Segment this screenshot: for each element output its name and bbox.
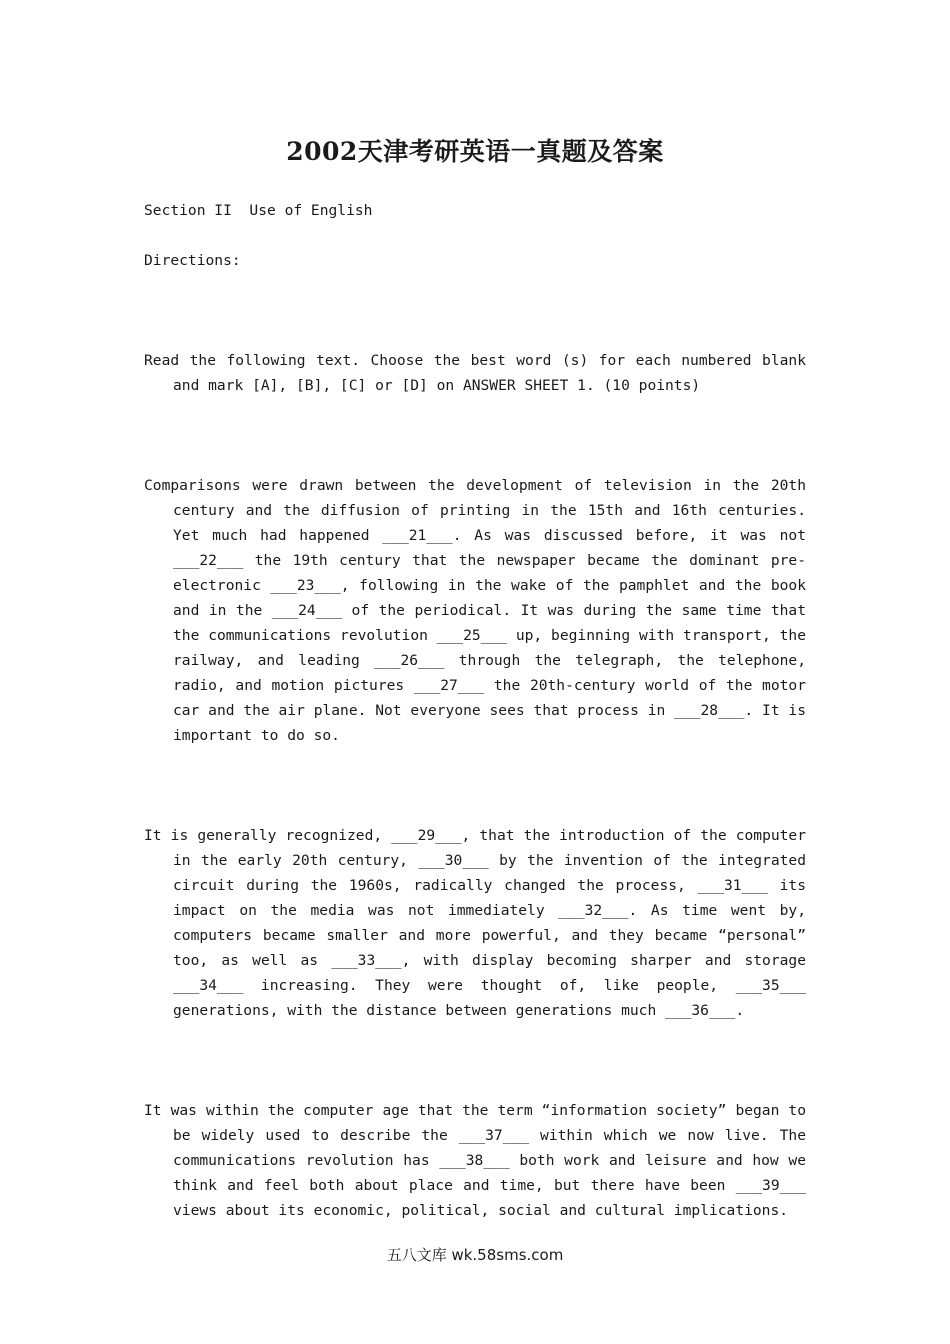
paragraph-1: Comparisons were drawn between the development of television in the 20th century and the diffusion of printing in the 15th and 16th centuries. Yet much had happened ___21___. As was discussed before, it was not ___22___ the 19th century that the newspaper became the dominant pre-electronic ___23___, following in the wake of the pamphlet and the book and in the ___24___ of the periodical. It was during the same time that the communications revolution ___25___ up, beginning with transport, the railway, and leading ___26___ through the telegraph, the telephone, radio, and motion pictures ___27___ the 20th-century world of the motor car and the air plane. Not everyone sees that process in ___28___. It is important to do so.: [144, 477, 806, 744]
paragraph-2: It is generally recognized, ___29___, that the introduction of the computer in the early 20th century, ___30___ by the invention of the integrated circuit during the 1960s, radically changed the process, ___31___ its impact on the media was not immediately ___32___. As time went by, computers became smaller and more powerful, and they became “personal” too, as well as ___33___, with display becoming sharper and storage ___34___ increasing. They were thought of, like people, ___35___ generations, with the distance between generations much ___36___.: [144, 827, 806, 1019]
section-heading: Section II Use of English: [144, 202, 373, 219]
instructions: Read the following text. Choose the best word (s) for each numbered blank and mark [A], [B], [C] or [D] on ANSWER SHEET 1. (10 points): [144, 352, 806, 394]
footer-watermark: 五八文库 wk.58sms.com: [386, 1246, 564, 1264]
paragraph-3: It was within the computer age that the term “information society” began to be widely used to describe the ___37___ within which we now live. The communications revolution has ___38___ both work and leisure and how we think and feel both about place and time, but there have been ___39___ views about its economic, political, social and cultural implications.: [144, 1102, 806, 1219]
document-body: [144, 198, 806, 1223]
page-title: 2002天津考研英语一真题及答案: [286, 137, 664, 166]
directions-label: Directions:: [144, 252, 241, 269]
